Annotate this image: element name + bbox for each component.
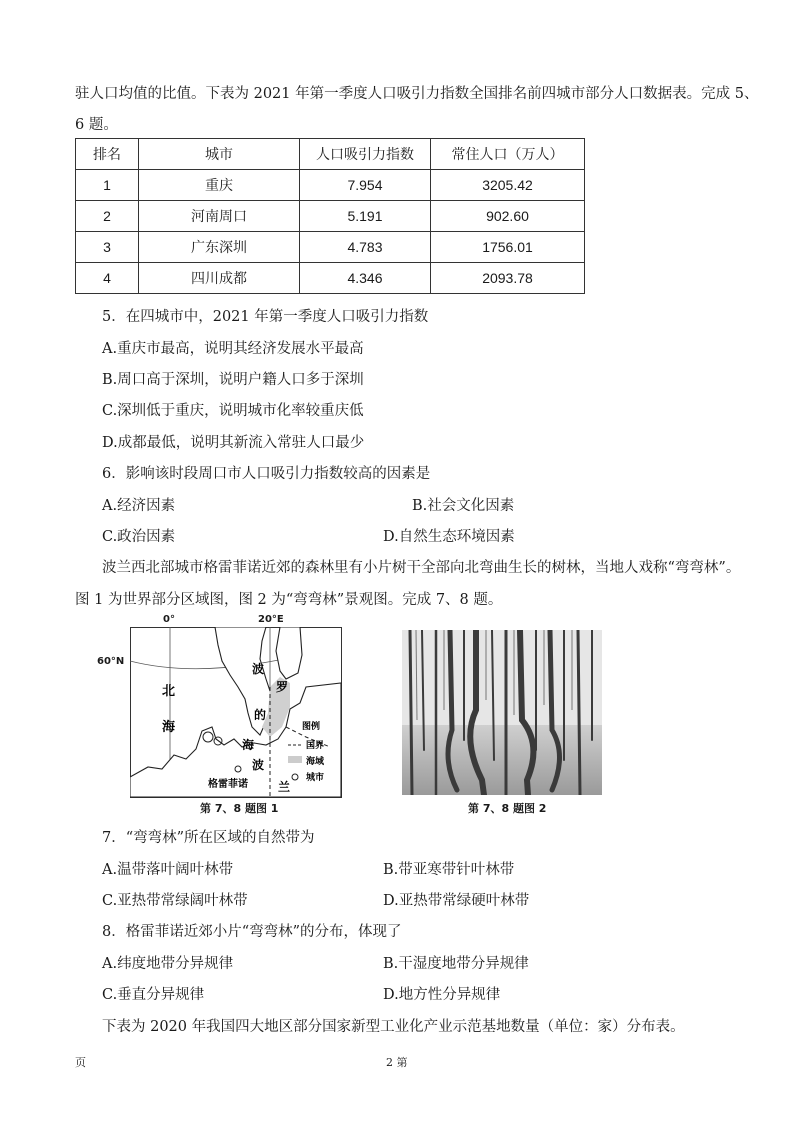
table-row <box>76 232 585 263</box>
q6-option-d: D.自然生态环境因素 <box>383 529 515 545</box>
map-lon0-label: 0° <box>163 614 175 625</box>
cell-rank: 2 <box>76 201 139 232</box>
q5-stem: 5．在四城市中，2021 年第一季度人口吸引力指数 <box>102 309 429 325</box>
passage-line-2: 图 1 为世界部分区域图，图 2 为“弯弯林”景观图。完成 7、8 题。 <box>75 592 503 608</box>
label-baltic-2: 罗 <box>276 680 289 694</box>
header-population: 常住人口（万人） <box>431 139 585 170</box>
label-north-sea-1: 北 <box>162 684 176 699</box>
label-baltic-4: 海 <box>242 738 255 752</box>
cell-population: 3205.42 <box>431 170 585 201</box>
q7-option-d: D.亚热带常绿硬叶林带 <box>383 893 530 909</box>
label-north-sea-2: 海 <box>162 720 176 735</box>
cell-population: 902.60 <box>431 201 585 232</box>
intro-line-1: 驻人口均值的比值。下表为 2021 年第一季度人口吸引力指数全国排名前四城市部分人口数据表。完成 5、 <box>75 86 759 102</box>
region-map <box>130 627 342 811</box>
photo-caption: 第 7、8 题图 2 <box>468 802 547 815</box>
legend-border: 国界 <box>306 741 325 751</box>
label-city: 格雷菲诺 <box>208 779 248 790</box>
passage-line-1: 波兰西北部城市格雷菲诺近郊的森林里有小片树干全部向北弯曲生长的树林，当地人戏称“弯弯林”。 <box>102 560 741 576</box>
q7-option-a: A.温带落叶阔叶林带 <box>102 862 234 878</box>
q5-option-c: C.深圳低于重庆，说明城市化率较重庆低 <box>102 403 364 419</box>
label-poland-1: 波 <box>252 758 265 772</box>
cell-city: 重庆 <box>139 170 300 201</box>
header-index: 人口吸引力指数 <box>300 139 431 170</box>
finland-landmass <box>276 627 302 679</box>
q5-option-a: A.重庆市最高，说明其经济发展水平最高 <box>102 341 364 357</box>
cell-index: 4.783 <box>300 232 431 263</box>
table-row <box>76 263 585 294</box>
intro-line-2: 6 题。 <box>75 117 118 133</box>
legend-sea-swatch <box>288 756 302 763</box>
cell-rank: 1 <box>76 170 139 201</box>
label-baltic-3: 的 <box>254 708 267 722</box>
label-poland-2: 兰 <box>278 780 291 794</box>
q7-option-b: B.带亚寒带针叶林带 <box>383 862 515 878</box>
q6-option-a: A.经济因素 <box>102 498 176 514</box>
q8-option-d: D.地方性分异规律 <box>383 987 501 1003</box>
q8-option-c: C.垂直分异规律 <box>102 987 205 1003</box>
cell-index: 7.954 <box>300 170 431 201</box>
crooked-forest-photo <box>402 630 602 795</box>
q8-stem: 8．格雷菲诺近郊小片“弯弯林”的分布，体现了 <box>102 924 402 940</box>
cell-city: 广东深圳 <box>139 232 300 263</box>
table-row <box>76 201 585 232</box>
cell-city: 河南周口 <box>139 201 300 232</box>
table-row <box>76 170 585 201</box>
q6-option-b: B.社会文化因素 <box>412 498 515 514</box>
q7-option-c: C.亚热带常绿阔叶林带 <box>102 893 248 909</box>
q5-option-d: D.成都最低，说明其新流入常驻人口最少 <box>102 435 365 451</box>
cell-city: 四川成都 <box>139 263 300 294</box>
cell-rank: 4 <box>76 263 139 294</box>
header-city: 城市 <box>139 139 300 170</box>
footer-page-number: 2 第 <box>386 1056 408 1069</box>
city-marker <box>235 766 241 772</box>
map-caption: 第 7、8 题图 1 <box>200 802 279 815</box>
cell-population: 2093.78 <box>431 263 585 294</box>
map-lon20-label: 20°E <box>258 614 284 625</box>
cell-index: 4.346 <box>300 263 431 294</box>
q5-option-b: B.周口高于深圳，说明户籍人口多于深圳 <box>102 372 364 388</box>
header-rank: 排名 <box>76 139 139 170</box>
q8-option-b: B.干湿度地带分异规律 <box>383 956 529 972</box>
q6-option-c: C.政治因素 <box>102 529 176 545</box>
q8-option-a: A.纬度地带分异规律 <box>102 956 234 972</box>
legend-city: 城市 <box>306 773 325 783</box>
legend-city-swatch <box>292 774 298 780</box>
population-table <box>75 138 585 294</box>
legend-title: 图例 <box>302 722 321 732</box>
cell-index: 5.191 <box>300 201 431 232</box>
label-baltic-1: 波 <box>252 662 265 676</box>
footer-left: 页 <box>75 1056 86 1069</box>
cell-rank: 3 <box>76 232 139 263</box>
map-lat-label: 60°N <box>97 656 125 667</box>
table-header-row <box>76 139 585 170</box>
cell-population: 1756.01 <box>431 232 585 263</box>
closing-line: 下表为 2020 年我国四大地区部分国家新型工业化产业示范基地数量（单位：家）分布表。 <box>102 1019 685 1035</box>
legend-sea: 海域 <box>306 757 325 767</box>
q7-stem: 7．“弯弯林”所在区域的自然带为 <box>102 830 315 846</box>
q6-stem: 6．影响该时段周口市人口吸引力指数较高的因素是 <box>102 466 431 482</box>
